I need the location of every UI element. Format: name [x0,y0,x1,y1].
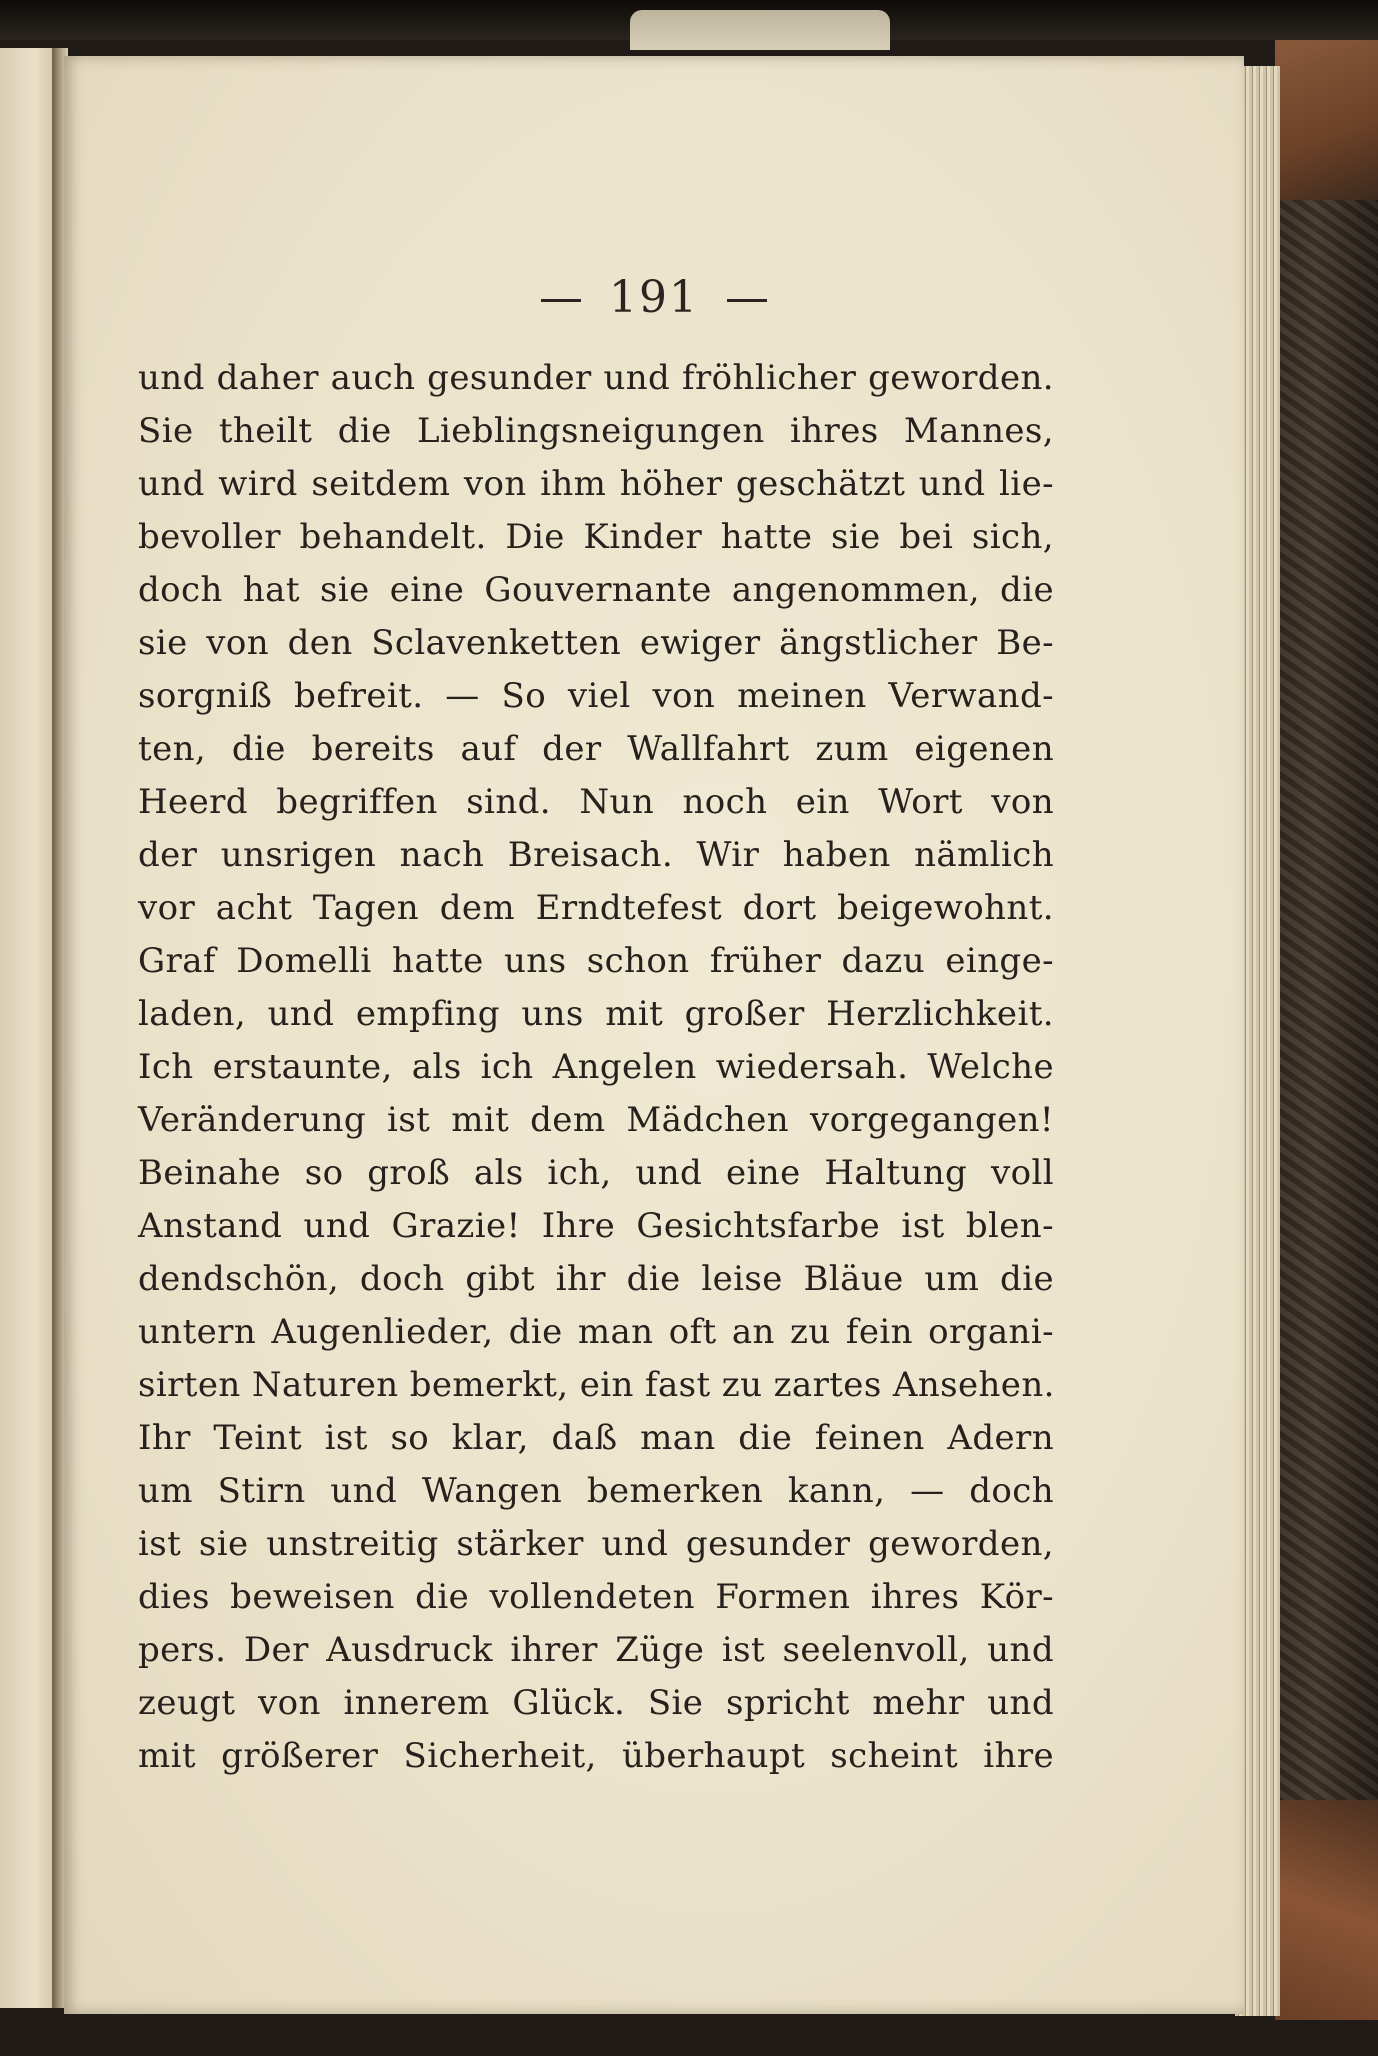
header-dash-left [541,299,581,302]
cover-corner-top [1275,40,1378,200]
text-line: ten, die bereits auf der Wallfahrt zum eigenen [138,729,1054,769]
text-line: dies beweisen die vollendeten Formen ihres Kör- [138,1577,1054,1617]
text-line: Heerd begriffen sind. Nun noch ein Wort von [138,782,1054,822]
text-line: der unsrigen nach Breisach. Wir haben nämlich [138,835,1054,875]
cover-corner-bottom [1275,1800,1378,2020]
text-line: und wird seitdem von ihm höher geschätzt und lie- [138,464,1054,504]
text-line: untern Augenlieder, die man oft an zu fein organi- [138,1312,1054,1352]
text-line: laden, und empfing uns mit großer Herzlichkeit. [138,994,1054,1034]
text-line: um Stirn und Wangen bemerken kann, — doch [138,1471,1054,1511]
text-line: sorgniß befreit. — So viel von meinen Verwand- [138,676,1054,716]
text-line: Graf Domelli hatte uns schon früher dazu einge- [138,941,1054,981]
text-line: bevoller behandelt. Die Kinder hatte sie bei sich, [138,517,1054,557]
text-line: Anstand und Grazie! Ihre Gesichtsfarbe ist blen- [138,1206,1054,1246]
text-line: sirten Naturen bemerkt, ein fast zu zartes Ansehen. [138,1365,1055,1405]
text-line: Veränderung ist mit dem Mädchen vorgegangen! [138,1100,1054,1140]
text-line: ist sie unstreitig stärker und gesunder geworden, [138,1524,1054,1564]
body-text [138,352,1054,1783]
header-dash-right [727,299,767,302]
facing-page-edge [0,48,58,2008]
text-line: Ihr Teint ist so klar, daß man die feinen Adern [138,1418,1054,1458]
text-line: doch hat sie eine Gouvernante angenommen, die [138,570,1054,610]
text-line: Beinahe so groß als ich, und eine Haltung voll [138,1153,1054,1193]
text-line: Ich erstaunte, als ich Angelen wiedersah. Welche [138,1047,1054,1087]
text-line: dendschön, doch gibt ihr die leise Bläue um die [138,1259,1054,1299]
page-number-header [64,272,1244,323]
book-cover [1275,40,1378,2020]
text-line: und daher auch gesunder und fröhlicher geworden. [138,358,1054,398]
text-line: mit größerer Sicherheit, überhaupt scheint ihre [138,1736,1054,1776]
text-line: pers. Der Ausdruck ihrer Züge ist seelenvoll, und [138,1630,1054,1670]
text-line: vor acht Tagen dem Erndtefest dort beigewohnt. [138,888,1054,928]
text-line: sie von den Sclavenketten ewiger ängstlicher Be- [138,623,1054,663]
text-line: zeugt von innerem Glück. Sie spricht mehr und [138,1683,1054,1723]
page-number: 191 [609,272,699,323]
text-line: Sie theilt die Lieblingsneigungen ihres Mannes, [138,411,1054,451]
book-page [64,56,1244,2014]
bookmark-tab [630,10,890,50]
